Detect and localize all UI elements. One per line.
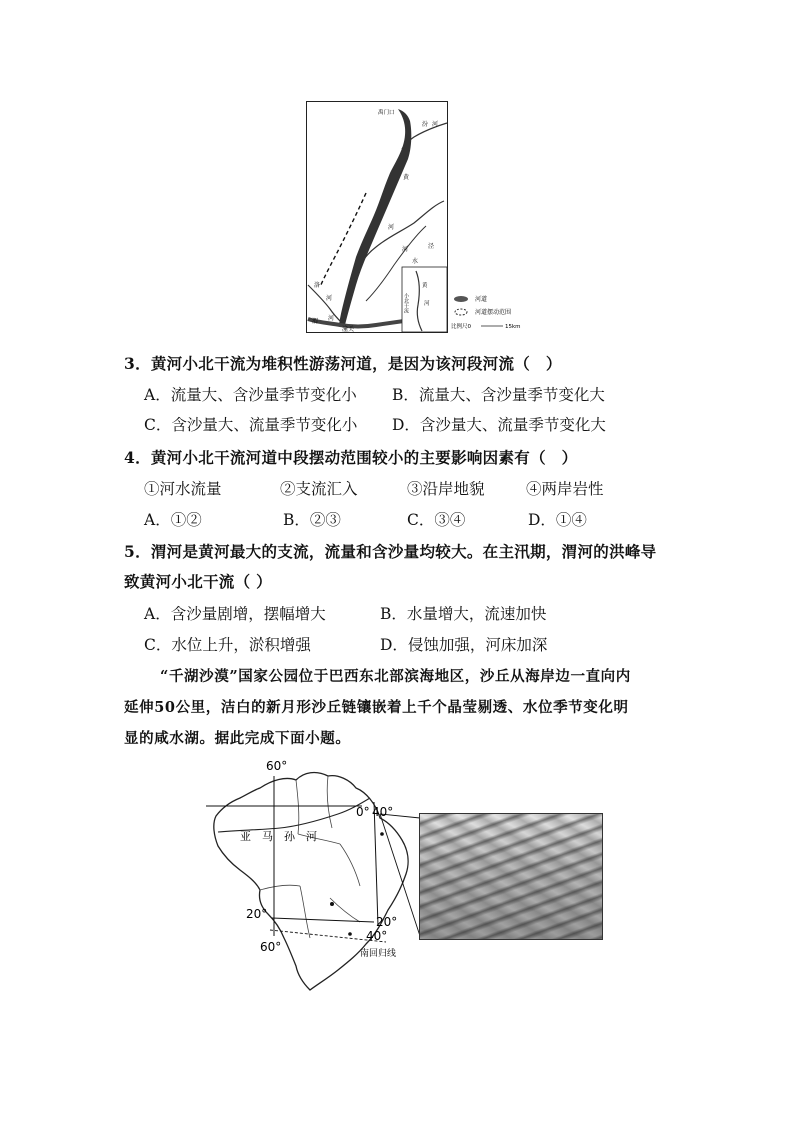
- meridian-40: [374, 802, 378, 926]
- amazon-river: [218, 798, 370, 832]
- q5-option-a[interactable]: A．含沙量剧增，摆幅增大: [144, 605, 326, 623]
- q4-factor-1: ①河水流量: [144, 480, 222, 498]
- label-wei: 渭: [312, 318, 319, 325]
- q3-option-b[interactable]: B．流量大、含沙量季节变化大: [392, 386, 605, 404]
- label-shui: 水: [412, 258, 419, 265]
- q3-option-a[interactable]: A．流量大、含沙量季节变化小: [144, 386, 357, 404]
- q4-factor-3: ③沿岸地貌: [407, 480, 485, 498]
- q4-option-a[interactable]: A．①②: [144, 511, 202, 529]
- inset-label-xiaobei: 小北干流: [403, 293, 409, 313]
- label-lon60-bottom: 60°: [260, 940, 282, 954]
- q5-option-c[interactable]: C．水位上升，淤积增强: [144, 636, 311, 654]
- yellow-river-map: [306, 101, 448, 333]
- dune-photo: [419, 813, 603, 940]
- q5-option-b[interactable]: B．水量增大，流速加快: [380, 605, 547, 623]
- label-jing: 泾: [428, 243, 435, 250]
- label-amazon: 亚 马 孙 河: [240, 830, 317, 843]
- q4-stem: 4．黄河小北干流河道中段摆动范围较小的主要影响因素有（ ）: [124, 448, 578, 467]
- q5-stem-line2: 致黄河小北干流（ ）: [124, 572, 272, 591]
- parallel-20: [272, 918, 374, 922]
- label-tongguan: 潼关: [342, 326, 355, 333]
- label-he3: 河: [402, 246, 409, 253]
- inset-label-huang: 黄: [422, 283, 428, 289]
- q4-option-b[interactable]: B．②③: [283, 511, 341, 529]
- label-lat0: 0°: [356, 805, 370, 819]
- label-longmenkou: 禹门口: [378, 110, 395, 116]
- map1-legend: [447, 290, 527, 334]
- label-lon60-top: 60°: [266, 759, 288, 773]
- label-tropic: 南回归线: [360, 949, 397, 959]
- passage-line3: 显的咸水湖。据此完成下面小题。: [124, 730, 351, 747]
- label-lat20-left: 20°: [246, 907, 268, 921]
- label-he: 河: [388, 224, 395, 231]
- inset-label-he: 河: [424, 301, 430, 307]
- legend-scale-value: 15km: [505, 324, 521, 330]
- passage-line2: 延伸50公里，洁白的新月形沙丘链镶嵌着上千个晶莹剔透、水位季节变化明: [124, 699, 629, 716]
- label-lon40-bottom: 40°: [366, 929, 388, 943]
- q5-stem-line1: 5．渭河是黄河最大的支流，流量和含沙量均较大。在主汛期，渭河的洪峰导: [124, 542, 657, 561]
- legend-channel: 河道: [475, 296, 488, 303]
- q4-option-c[interactable]: C．③④: [407, 511, 466, 529]
- label-luo: 洛: [314, 282, 321, 289]
- passage-line1: “千湖沙漠”国家公园位于巴西东北部滨海地区，沙丘从海岸边一直向内: [160, 668, 631, 685]
- q3-stem: 3．黄河小北干流为堆积性游荡河道，是因为该河段河流（ ）: [124, 354, 562, 373]
- label-huang: 黄: [403, 174, 410, 181]
- label-lat20-right: 20°: [376, 915, 398, 929]
- label-fen-he: 河: [432, 121, 439, 128]
- q4-factor-4: ④两岸岩性: [526, 480, 604, 498]
- legend-scale: 比例尺0: [451, 324, 471, 330]
- q5-option-d[interactable]: D．侵蚀加强，河床加深: [380, 636, 548, 654]
- q3-option-d[interactable]: D．含沙量大、流量季节变化大: [392, 416, 606, 434]
- label-lon40-top: 40°: [372, 805, 394, 819]
- q4-factor-2: ②支流汇入: [280, 480, 358, 498]
- label-he2: 河: [326, 295, 333, 302]
- legend-swing: 河道摆动范围: [475, 309, 512, 316]
- q3-option-c[interactable]: C．含沙量大、流量季节变化小: [144, 416, 358, 434]
- q4-option-d[interactable]: D．①④: [528, 511, 587, 529]
- label-he4: 河: [328, 315, 335, 322]
- label-fen: 汾: [422, 121, 429, 128]
